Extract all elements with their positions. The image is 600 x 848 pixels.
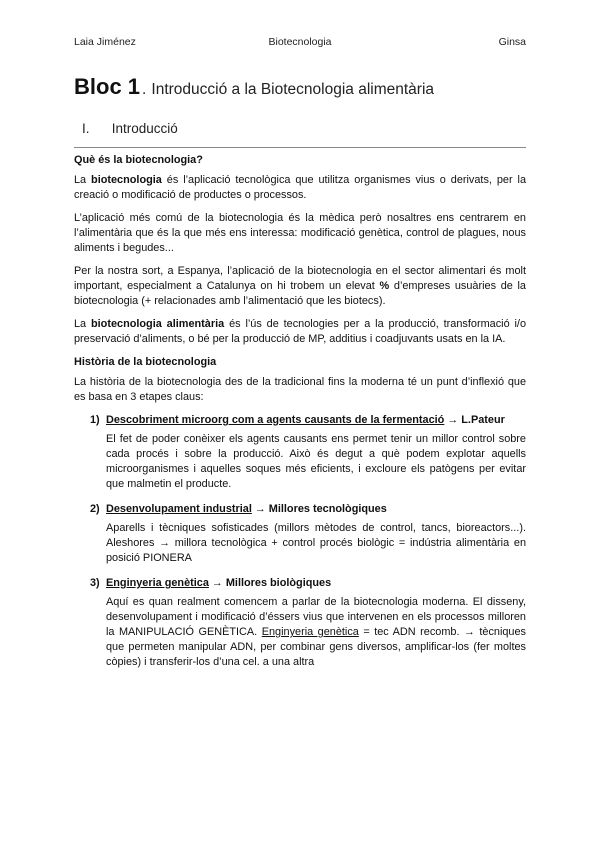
title-dot: . — [142, 81, 147, 98]
section-heading — [82, 121, 178, 136]
list-item-number: 3) — [90, 577, 100, 589]
text-run: Aquí es quan realment comencem a parlar de la biotecnologia moderna. El disseny, desenvolupament i modificació d’éssers vius que intervenen en els processos milloren la MANIPULACIÓ GENÈTICA. — [106, 596, 526, 638]
title-bloc: Bloc 1 — [74, 74, 141, 99]
list-item-head — [74, 576, 526, 591]
intro-paragraph-4 — [74, 317, 526, 347]
underlined-term: Enginyeria genètica — [261, 626, 359, 638]
header-author: Laia Jiménez — [74, 36, 136, 48]
intro-paragraph-2: L’aplicació més comú de la biotecnologia és la mèdica però nosaltres ens centrarem en l’alimentària que és la que més ens interessa: modificació genètica, control de plagues, nous aliments i begudes... — [74, 212, 526, 254]
list-item-number: 1) — [90, 414, 100, 426]
page-title — [74, 74, 434, 100]
text-run: és l’aplicació tecnològica que utilitza organismes vius o derivats, per la creació o modificació de productes o processos. — [74, 174, 527, 201]
list-item-body: El fet de poder conèixer els agents causants ens permet tenir un millor control sobre cada procés i sobre la producció. Això és degut a què podem explotar aquells microorganismes i aquelles soques més eficients, i excloure els patògens per evitar que malmetin el producte. — [106, 433, 526, 490]
bold-term: % — [379, 280, 390, 292]
bold-term: biotecnologia — [91, 174, 162, 186]
text-run: = tec ADN recomb. → tècniques que permeten manipular ADN, per combinar gens diversos, amplificar-los (fer moltes còpies) i transferir-los d’una cel. a una altra — [106, 626, 526, 668]
list-item-arrow-text: → L.Pateur — [444, 414, 505, 426]
history-intro: La història de la biotecnologia des de la tradicional fins la moderna té un punt d’inflexió que es basa en 3 etapes claus: — [74, 376, 526, 403]
text-run: La — [74, 174, 92, 186]
list-item — [74, 502, 526, 566]
section-number: I. — [82, 121, 90, 136]
list-item-title: Enginyeria genètica — [106, 577, 209, 589]
page-header — [74, 36, 526, 48]
list-item-body — [106, 595, 526, 670]
list-item-head — [74, 413, 526, 428]
list-item — [74, 413, 526, 492]
list-item-arrow-text: → Millores tecnològiques — [251, 503, 387, 515]
text-run: Per la nostra sort, a Espanya, l’aplicació de la biotecnologia en el sector alimentari és molt important, especialment a Catalunya on hi trobem un elevat — [74, 265, 526, 292]
bold-term: biotecnologia alimentària — [91, 318, 225, 330]
text-run: La — [74, 318, 91, 330]
list-item-title: Descobriment microorg com a agents causants de la fermentació — [106, 414, 445, 426]
header-company: Ginsa — [498, 36, 526, 48]
header-subject: Biotecnologia — [268, 36, 332, 48]
history-heading: Història de la biotecnologia — [74, 356, 217, 368]
text-run: d’empreses usuàries de la biotecnologia (+ relacionades amb l’alimentació que les biotecs). — [74, 280, 526, 307]
list-item-number: 2) — [90, 503, 100, 515]
list-item-head — [74, 502, 526, 517]
list-item-body: Aparells i tècniques sofisticades (millors mètodes de control, tancs, bioreactors...). Aleshores → millora tecnològica + control procés biològic = indústria alimentària en posició PIONERA — [106, 522, 526, 564]
intro-paragraph-1 — [74, 173, 526, 203]
list-item-arrow-text: → Millores biològiques — [208, 577, 332, 589]
intro-heading: Què és la biotecnologia? — [74, 154, 203, 166]
title-subtitle: Introducció a la Biotecnologia alimentària — [151, 81, 435, 98]
list-item — [74, 576, 526, 670]
document-body — [74, 153, 526, 680]
section-divider — [74, 147, 526, 148]
section-label: Introducció — [111, 121, 178, 136]
list-item-title: Desenvolupament industrial — [106, 503, 252, 515]
intro-paragraph-3 — [74, 264, 526, 309]
text-run: és l’ús de tecnologies per a la producció, transformació i/o preservació d’aliments, o bé per la producció de MP, additius i coadjuvants usats en la IA. — [74, 318, 527, 345]
